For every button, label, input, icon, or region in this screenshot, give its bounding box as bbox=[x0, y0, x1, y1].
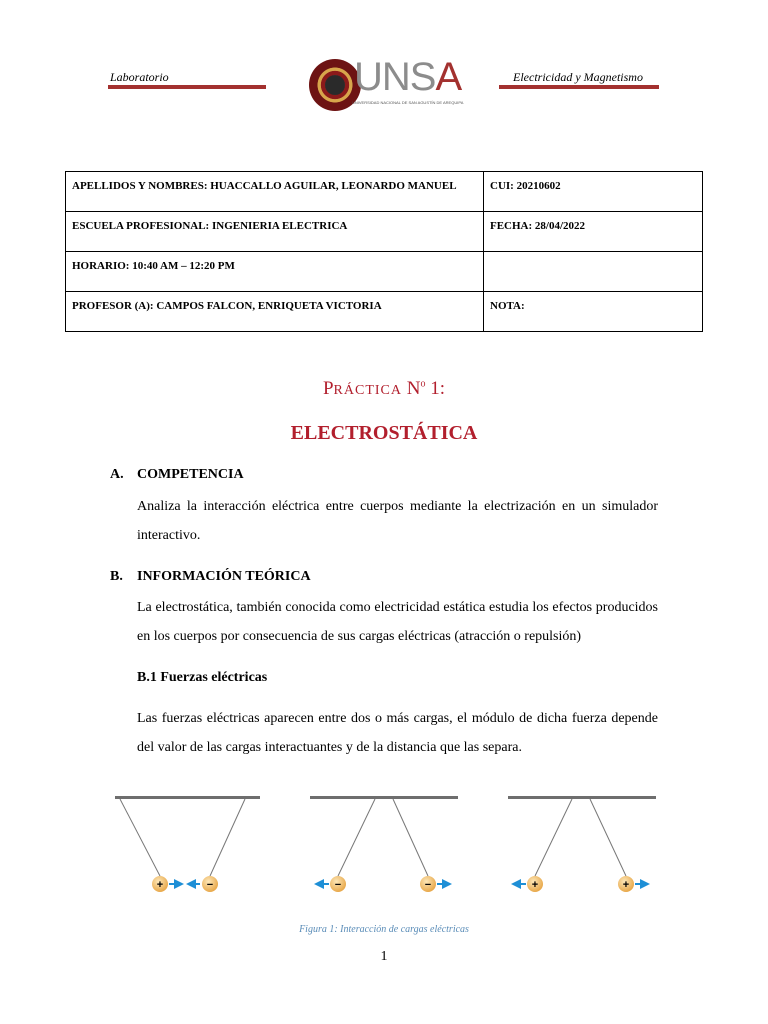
charge-sign: + bbox=[622, 879, 630, 891]
figure-panel-attraction bbox=[115, 796, 260, 892]
figure-panel-repulsion-positive bbox=[508, 796, 656, 892]
header-right-label: Electricidad y Magnetismo bbox=[513, 70, 643, 84]
table-cell: CUI: 20210602 bbox=[484, 172, 703, 212]
subsection-title: B.1 Fuerzas eléctricas bbox=[137, 670, 268, 685]
charge-sign: − bbox=[206, 879, 214, 891]
subsection-text: Las fuerzas eléctricas aparecen entre dos o más cargas, el módulo de dicha fuerza depende del valor de las cargas interactuantes y de la distancia que las separa. bbox=[137, 711, 658, 755]
logo-wordmark: UNSA bbox=[354, 55, 462, 99]
university-logo bbox=[309, 55, 464, 111]
figure-caption: Figura 1: Interacción de cargas eléctricas bbox=[299, 924, 469, 935]
student-info-table bbox=[65, 171, 703, 332]
charge-sign: − bbox=[334, 879, 342, 891]
table-row bbox=[66, 172, 703, 212]
header-left-rule bbox=[108, 85, 266, 89]
header-right-rule bbox=[499, 85, 659, 89]
table-cell: NOTA: bbox=[484, 292, 703, 332]
section-b-title: INFORMACIÓN TEÓRICA bbox=[137, 569, 311, 584]
table-cell: PROFESOR (A): CAMPOS FALCON, ENRIQUETA VICTORIA bbox=[66, 292, 484, 332]
charge-sign: + bbox=[531, 879, 539, 891]
logo-subtitle: UNIVERSIDAD NACIONAL DE SAN AGUSTÍN DE AREQUIPA bbox=[352, 100, 464, 105]
document-title: ELECTROSTÁTICA bbox=[290, 422, 478, 444]
charges-interaction-figure bbox=[110, 786, 660, 896]
page-number: 1 bbox=[380, 949, 388, 964]
figure-panel-repulsion-negative bbox=[310, 796, 458, 892]
section-b-text: La electrostática, también conocida como electricidad estática estudia los efectos producidos en los cuerpos por consecuencia de sus cargas eléctricas (atracción o repulsión) bbox=[137, 600, 658, 644]
table-row bbox=[66, 212, 703, 252]
table-cell bbox=[484, 252, 703, 292]
section-b-letter: B. bbox=[110, 569, 123, 584]
table-row bbox=[66, 252, 703, 292]
table-row bbox=[66, 292, 703, 332]
table-cell: ESCUELA PROFESIONAL: INGENIERIA ELECTRICA bbox=[66, 212, 484, 252]
table-cell: HORARIO: 10:40 AM – 12:20 PM bbox=[66, 252, 484, 292]
header-left-label: Laboratorio bbox=[110, 70, 169, 84]
table-cell: APELLIDOS Y NOMBRES: HUACCALLO AGUILAR, LEONARDO MANUEL bbox=[66, 172, 484, 212]
section-a-letter: A. bbox=[110, 467, 124, 482]
charge-sign: − bbox=[424, 879, 432, 891]
section-a-text: Analiza la interacción eléctrica entre cuerpos mediante la electrización en un simulador interactivo. bbox=[137, 499, 658, 543]
charge-sign: + bbox=[156, 879, 164, 891]
section-a-title: COMPETENCIA bbox=[137, 467, 244, 482]
practice-title: PRÁCTICA $N^o$ 1: bbox=[322, 378, 446, 399]
table-cell: FECHA: 28/04/2022 bbox=[484, 212, 703, 252]
